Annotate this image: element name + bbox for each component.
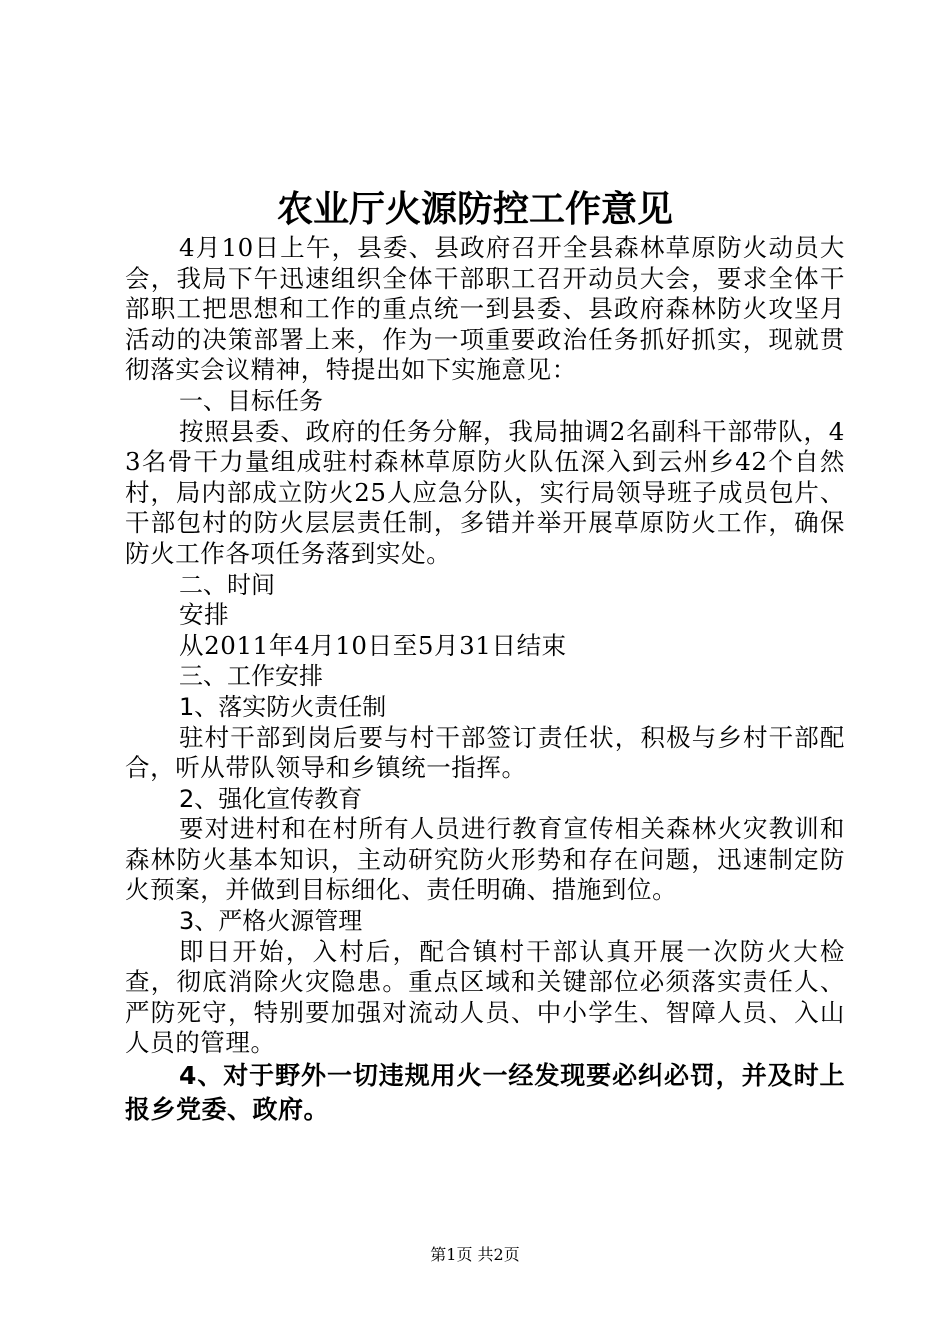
section2-line-period: 从2011年4月10日至5月31日结束 bbox=[179, 630, 567, 660]
section1-paragraph: 按照县委、政府的任务分解，我局抽调2名副科干部带队，43名骨干力量组成驻村森林草原防火队伍深入到云州乡42个自然村，局内部成立防火25人应急分队，实行局领导班子成员包片、干部包村的防火层层责任制，多错并举开展草原防火工作，确保防火工作各项任务落到实处。 bbox=[125, 416, 845, 568]
item2-paragraph: 要对进村和在村所有人员进行教育宣传相关森林火灾教训和森林防火基本知识，主动研究防火形势和存在问题，迅速制定防火预案，并做到目标细化、责任明确、措施到位。 bbox=[125, 814, 845, 905]
item2-heading: 2、强化宣传教育 bbox=[179, 784, 363, 813]
page-footer: 第1页 共2页 bbox=[430, 1245, 520, 1264]
section2-heading: 二、时间 bbox=[179, 570, 275, 599]
section3-heading: 三、工作安排 bbox=[179, 662, 323, 691]
document-title: 农业厅火源防控工作意见 bbox=[276, 188, 673, 230]
item3-paragraph: 即日开始，入村后，配合镇村干部认真开展一次防火大检查，彻底消除火灾隐患。重点区域和关键部位必须落实责任人、严防死守，特别要加强对流动人员、中小学生、智障人员、入山人员的管理。 bbox=[125, 936, 845, 1058]
section2-line-arrangement: 安排 bbox=[179, 600, 230, 630]
item1-paragraph: 驻村干部到岗后要与村干部签订责任状，积极与乡村干部配合，听从带队领导和乡镇统一指挥。 bbox=[125, 722, 845, 783]
item1-heading: 1、落实防火责任制 bbox=[179, 692, 387, 721]
document-body bbox=[125, 233, 845, 1127]
section1-heading: 一、目标任务 bbox=[179, 386, 323, 415]
item3-heading: 3、严格火源管理 bbox=[179, 907, 363, 936]
intro-paragraph: 4月10日上午，县委、县政府召开全县森林草原防火动员大会，我局下午迅速组织全体干部职工召开动员大会，要求全体干部职工把思想和工作的重点统一到县委、县政府森林防火攻坚月活动的决策部署上来，作为一项重要政治任务抓好抓实，现就贯彻落实会议精神，特提出如下实施意见： bbox=[125, 233, 845, 385]
item4-paragraph: 4、对于野外一切违规用火一经发现要必纠必罚，并及时上报乡党委、政府。 bbox=[125, 1061, 845, 1125]
